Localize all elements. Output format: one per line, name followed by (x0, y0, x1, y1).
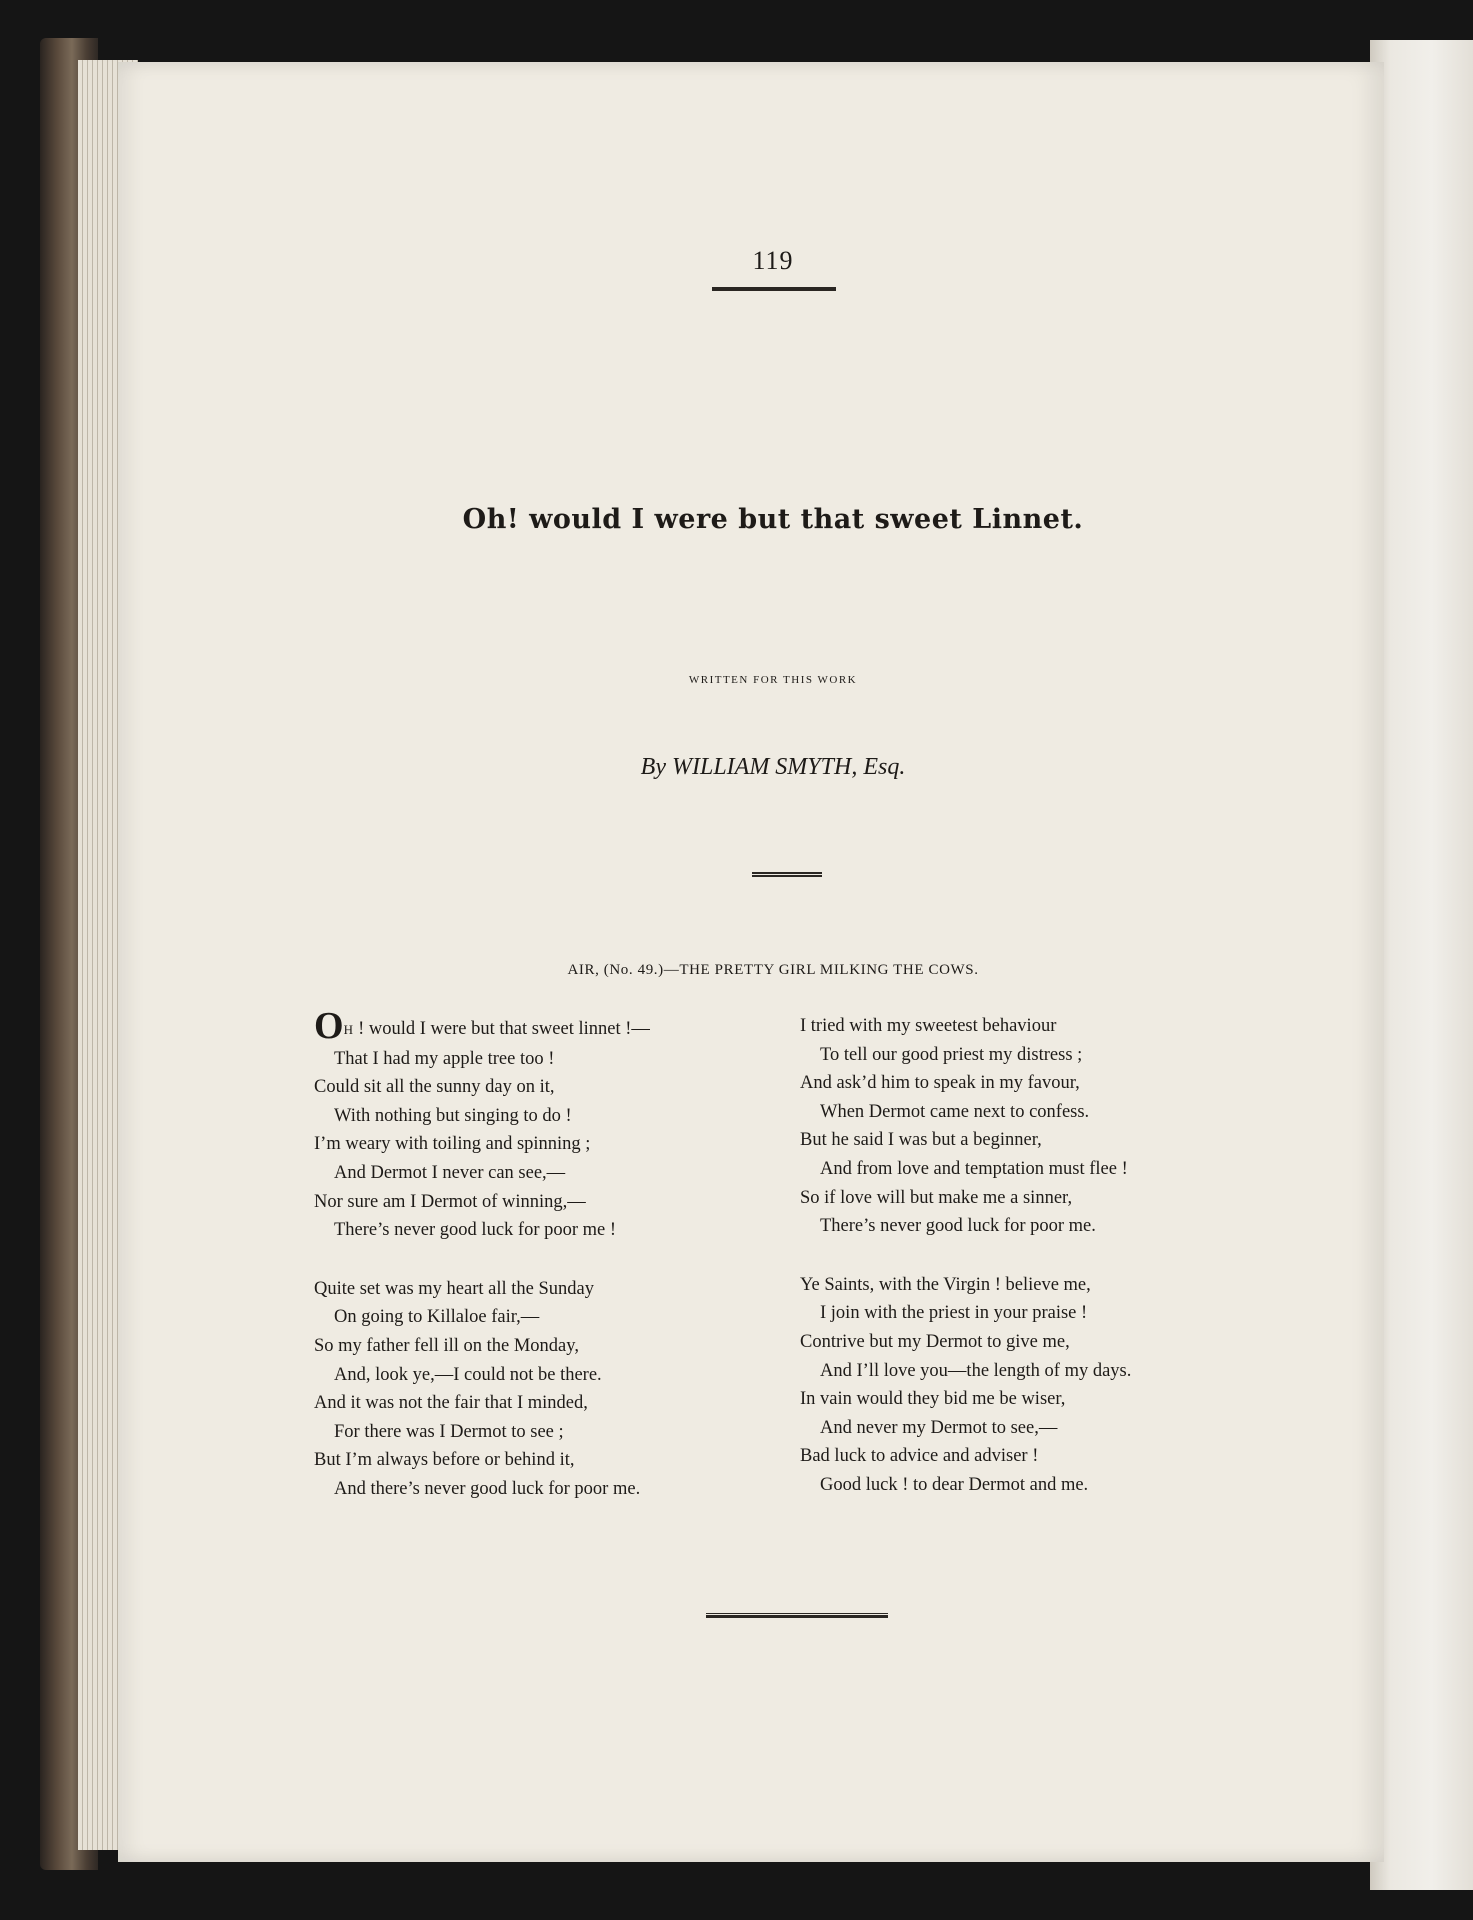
poem-line: With nothing but singing to do ! (334, 1105, 572, 1126)
first-line-text: ! would I were but that sweet linnet !— (353, 1019, 650, 1039)
poem-line: And, look ye,—I could not be there. (334, 1364, 602, 1385)
stanza-4 (800, 1271, 1220, 1500)
poem-line: To tell our good priest my distress ; (820, 1044, 1083, 1065)
poem-line: Contrive but my Dermot to give me, (800, 1331, 1070, 1352)
poem-line: In vain would they bid me be wiser, (800, 1389, 1066, 1410)
section-rule (752, 872, 822, 877)
poem-line: There’s never good luck for poor me ! (334, 1220, 617, 1241)
poem-line: Ye Saints, with the Virgin ! believe me, (800, 1274, 1091, 1295)
footer-rule (706, 1613, 888, 1618)
poem-column-left (314, 1005, 734, 1534)
poem-line: When Dermot came next to confess. (820, 1101, 1090, 1122)
air-heading: AIR, (No. 49.)—THE PRETTY GIRL MILKING THE COWS. (567, 962, 979, 978)
first-line (314, 1005, 734, 1047)
poem-line: For there was I Dermot to see ; (334, 1421, 564, 1442)
stanza-3 (800, 1012, 1220, 1241)
poem-line: Quite set was my heart all the Sunday (314, 1278, 595, 1299)
song-subtitle: WRITTEN FOR THIS WORK (688, 674, 858, 686)
header-rule (712, 287, 836, 291)
poem-line: And I’ll love you—the length of my days. (820, 1360, 1132, 1381)
poem-line: And from love and temptation must flee ! (820, 1158, 1128, 1179)
poem-line: There’s never good luck for poor me. (820, 1216, 1096, 1237)
poem-line: On going to Killaloe fair,— (334, 1307, 540, 1328)
book-page (118, 62, 1384, 1862)
stanza-1 (314, 1005, 734, 1245)
poem-line: But I’m always before or behind it, (314, 1450, 575, 1471)
poem-line: And there’s never good luck for poor me. (334, 1478, 641, 1499)
poem-line: But he said I was but a beginner, (800, 1130, 1042, 1151)
drop-cap: O (314, 1005, 344, 1047)
poem-line: Nor sure am I Dermot of winning,— (314, 1191, 586, 1212)
poem-line: I tried with my sweetest behaviour (800, 1016, 1057, 1036)
poem-line: And it was not the fair that I minded, (314, 1393, 588, 1414)
page-number: 119 (752, 246, 794, 275)
poem-column-right (800, 1012, 1220, 1530)
song-author: By WILLIAM SMYTH, Esq. (640, 754, 906, 780)
poem-line: And Dermot I never can see,— (334, 1162, 566, 1183)
poem-line: So my father fell ill on the Monday, (314, 1335, 579, 1356)
poem-line: So if love will but make me a sinner, (800, 1187, 1073, 1208)
song-title: Oh! would I were but that sweet Linnet. (462, 504, 1084, 535)
poem-line: And ask’d him to speak in my favour, (800, 1073, 1080, 1094)
drop-cap-rest: H (343, 1022, 354, 1037)
poem-line: That I had my apple tree too ! (334, 1048, 555, 1069)
poem-line: And never my Dermot to see,— (820, 1417, 1058, 1438)
poem-line: Good luck ! to dear Dermot and me. (820, 1474, 1089, 1495)
poem-line: Could sit all the sunny day on it, (314, 1077, 555, 1098)
poem-line: I join with the priest in your praise ! (820, 1303, 1088, 1324)
poem-line: I’m weary with toiling and spinning ; (314, 1134, 591, 1155)
poem-line: Bad luck to advice and adviser ! (800, 1446, 1039, 1467)
stanza-2 (314, 1275, 734, 1504)
